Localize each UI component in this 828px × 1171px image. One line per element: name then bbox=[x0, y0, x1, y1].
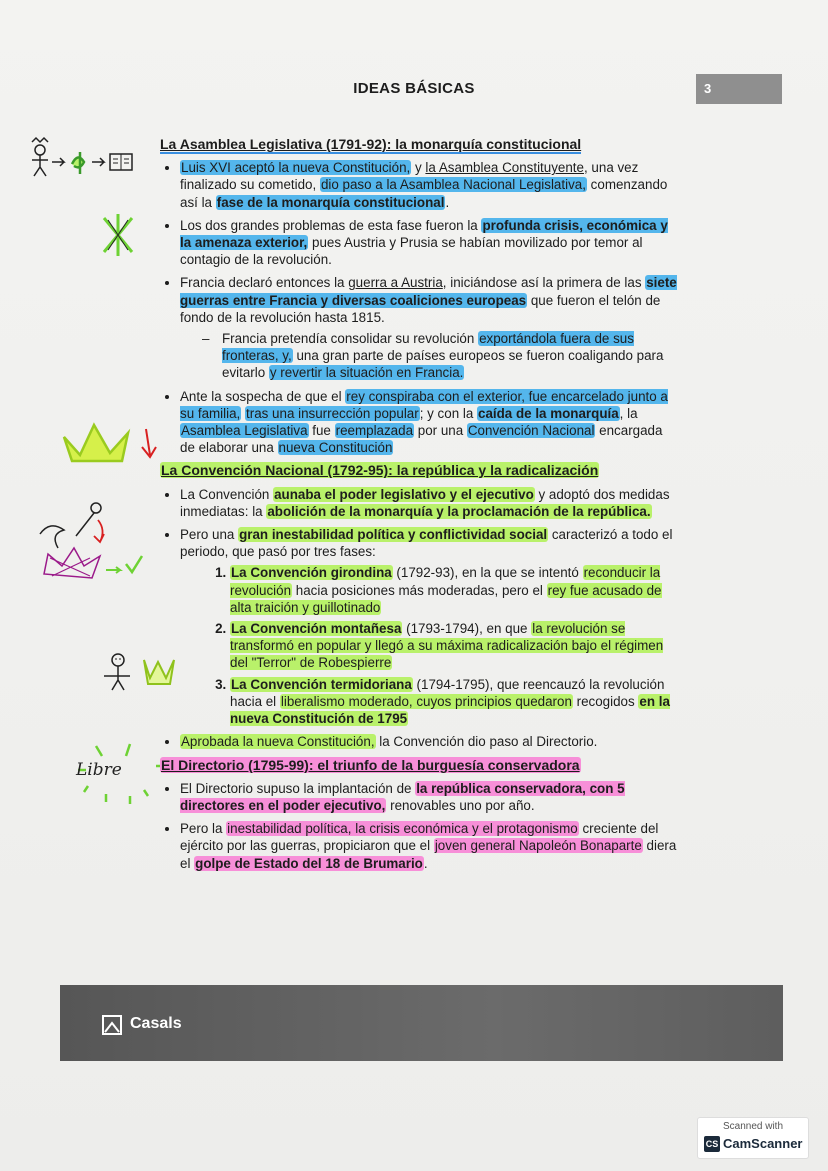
handwritten-libre-note: Libre bbox=[76, 760, 122, 780]
list-item: • Francia declaró entonces la guerra a Austria, iniciándose así la primera de las siete guerras entre Francia y diversas coaliciones europeas que fueron el telón de fondo de la revolución hasta 1815. – Francia pretendía consolidar su revolución exportándola fuera de sus fronteras, y, una gran parte de países europeos se fueron coaligando para evitarlo y revertir la situación en Francia. bbox=[180, 274, 680, 381]
section-heading-convencion: La Convención Nacional (1792-95): la república y la radicalización bbox=[161, 462, 599, 479]
casals-logo-icon bbox=[102, 1015, 122, 1035]
publisher-brand: Casals bbox=[130, 1015, 182, 1032]
list-item: • El Directorio supuso la implantación de la república conservadora, con 5 directores en el poder ejecutivo, renovables uno por año. bbox=[180, 780, 680, 814]
page-title: IDEAS BÁSICAS bbox=[353, 80, 475, 97]
publisher-footer-bar bbox=[60, 985, 783, 1061]
page-number-badge: 3 bbox=[696, 74, 782, 104]
section-heading-directorio: El Directorio (1795-99): el triunfo de la burguesía conservadora bbox=[161, 756, 580, 773]
sub-list bbox=[180, 330, 680, 382]
list-item: 3. La Convención termidoriana (1794-1795), que reencauzó la revolución hacia el liberalismo moderado, cuyos principios quedaron recogidos en la nueva Constitución de 1795 bbox=[230, 676, 680, 728]
list-item: 1. La Convención girondina (1792-93), en la que se intentó reconducir la revolución hacia posiciones más moderadas, pero el rey fue acusado de alta traición y guillotinado bbox=[230, 564, 680, 616]
phases-list bbox=[180, 564, 680, 727]
bullet-list-convencion bbox=[160, 486, 680, 751]
list-item: 2. La Convención montañesa (1793-1794), en que la revolución se transformó en popular y llegó a su máxima radicalización bajo el régimen del "Terror" de Robespierre bbox=[230, 620, 680, 672]
camscanner-logo-icon: CS bbox=[704, 1136, 720, 1152]
list-item: • Pero una gran inestabilidad política y conflictividad social caracterizó a todo el periodo, que pasó por tres fases: 1. La Convención girondina (1792-93), en la que se intentó reconducir la revolución hacia posiciones más moderadas, pero el rey fue acusado de alta traición y guillotinado 2. La Convención montañesa (1793-1794), en que la revolución se transformó en popular y llegó a su máxima radicalización bajo el régimen del "Terror" de Robespierre 3. La Convención termidoriana (1794-1795), que reencauzó la revolución hacia el liberalismo moderado, cuyos principios quedaron recogidos en la nueva Constitución de 1795 bbox=[180, 526, 680, 727]
stick-figure-king-doodle-icon bbox=[28, 136, 153, 188]
list-item: • Aprobada la nueva Constitución, la Convención dio paso al Directorio. bbox=[180, 733, 680, 750]
crown-arrow-doodle-icon bbox=[58, 415, 168, 475]
list-item: • La Convención aunaba el poder legislativo y el ejecutivo y adoptó dos medidas inmediatas: la abolición de la monarquía y la proclamación de la república. bbox=[180, 486, 680, 520]
bullet-list-asamblea bbox=[160, 159, 680, 456]
camscanner-watermark: Scanned with CS CamScanner bbox=[697, 1117, 809, 1159]
list-item: • Luis XVI aceptó la nueva Constitución, y la Asamblea Constituyente, una vez finalizado su cometido, dio paso a la Asamblea Nacional Legislativa, comenzando así la fase de la monarquía constitucional. bbox=[180, 159, 680, 211]
bullet-list-directorio bbox=[160, 780, 680, 872]
fallen-crown-doodle-icon bbox=[34, 500, 154, 588]
crossed-x-doodle-icon bbox=[98, 212, 138, 258]
list-item: • Pero la inestabilidad política, la crisis económica y el protagonismo creciente del ejército por las guerras, propiciaron que el joven general Napoleón Bonaparte diera el golpe de Estado del 18 de Brumario. bbox=[180, 820, 680, 872]
list-item: • Los dos grandes problemas de esta fase fueron la profunda crisis, económica y la amenaza exterior, pues Austria y Prusia se habían movilizado por temor al contagio de la revolución. bbox=[180, 217, 680, 269]
document-body bbox=[160, 136, 680, 878]
list-item: • Ante la sospecha de que el rey conspiraba con el exterior, fue encarcelado junto a su familia, tras una insurrección popular; y con la caída de la monarquía, la Asamblea Legislativa fue reemplazada por una Convención Nacional encargada de elaborar una nueva Constitución bbox=[180, 388, 680, 457]
section-heading-asamblea: La Asamblea Legislativa (1791-92): la monarquía constitucional bbox=[160, 136, 582, 152]
list-item: – Francia pretendía consolidar su revolución exportándola fuera de sus fronteras, y, una gran parte de países europeos se fueron coaligando para evitarlo y revertir la situación en Francia. bbox=[202, 330, 680, 382]
